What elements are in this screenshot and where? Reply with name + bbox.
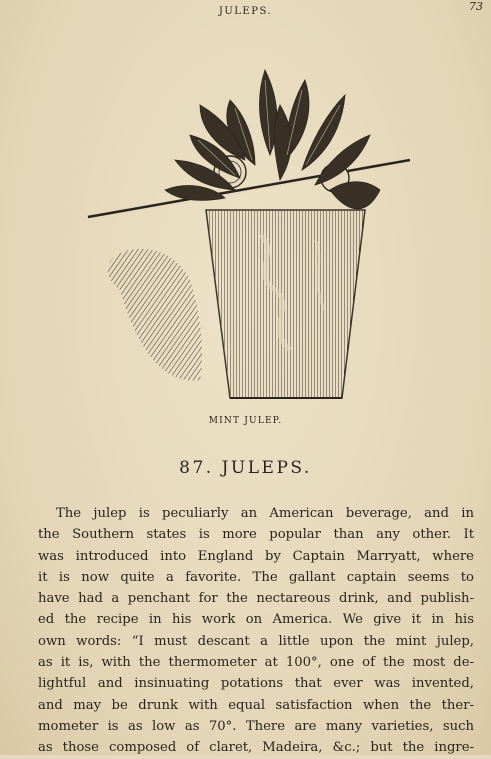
- section-heading: [0, 458, 491, 478]
- text-line: mometer is as low as 70°. There are many varieties, such: [38, 718, 474, 734]
- body-paragraph: [38, 503, 474, 759]
- text-line: own words: “I must descant a little upon the mint julep,: [38, 633, 474, 649]
- text-line: The julep is peculiarly an American beverage, and in: [56, 506, 474, 521]
- text-line: as those composed of claret, Madeira, &c.; but the ingre-: [38, 740, 474, 756]
- figure-caption: MINT JULEP.: [208, 416, 283, 426]
- text-line: ed the recipe in his work on America. We give it in his: [38, 612, 474, 628]
- section-title: JULEPS.: [221, 458, 312, 478]
- text-line: the Southern states is more popular than any other. It: [38, 527, 474, 543]
- section-number: 87.: [179, 458, 214, 478]
- text-line: have had a penchant for the nectareous drink, and publish-: [38, 591, 474, 607]
- text-line: was introduced into England by Captain Marryatt, where: [38, 548, 474, 564]
- mint-julep-illustration: [80, 60, 420, 410]
- text-line: lightful and insinuating potations that ever was invented,: [38, 676, 474, 692]
- text-line: it is now quite a favorite. The gallant captain seems to: [38, 569, 474, 585]
- mint-julep-icon: [80, 60, 420, 410]
- text-line: as it is, with the thermometer at 100°, one of the most de-: [38, 655, 474, 671]
- text-line: and may be drunk with equal satisfaction when the ther-: [38, 697, 474, 713]
- page-number: 73: [469, 0, 483, 13]
- running-head: JULEPS.: [218, 6, 273, 17]
